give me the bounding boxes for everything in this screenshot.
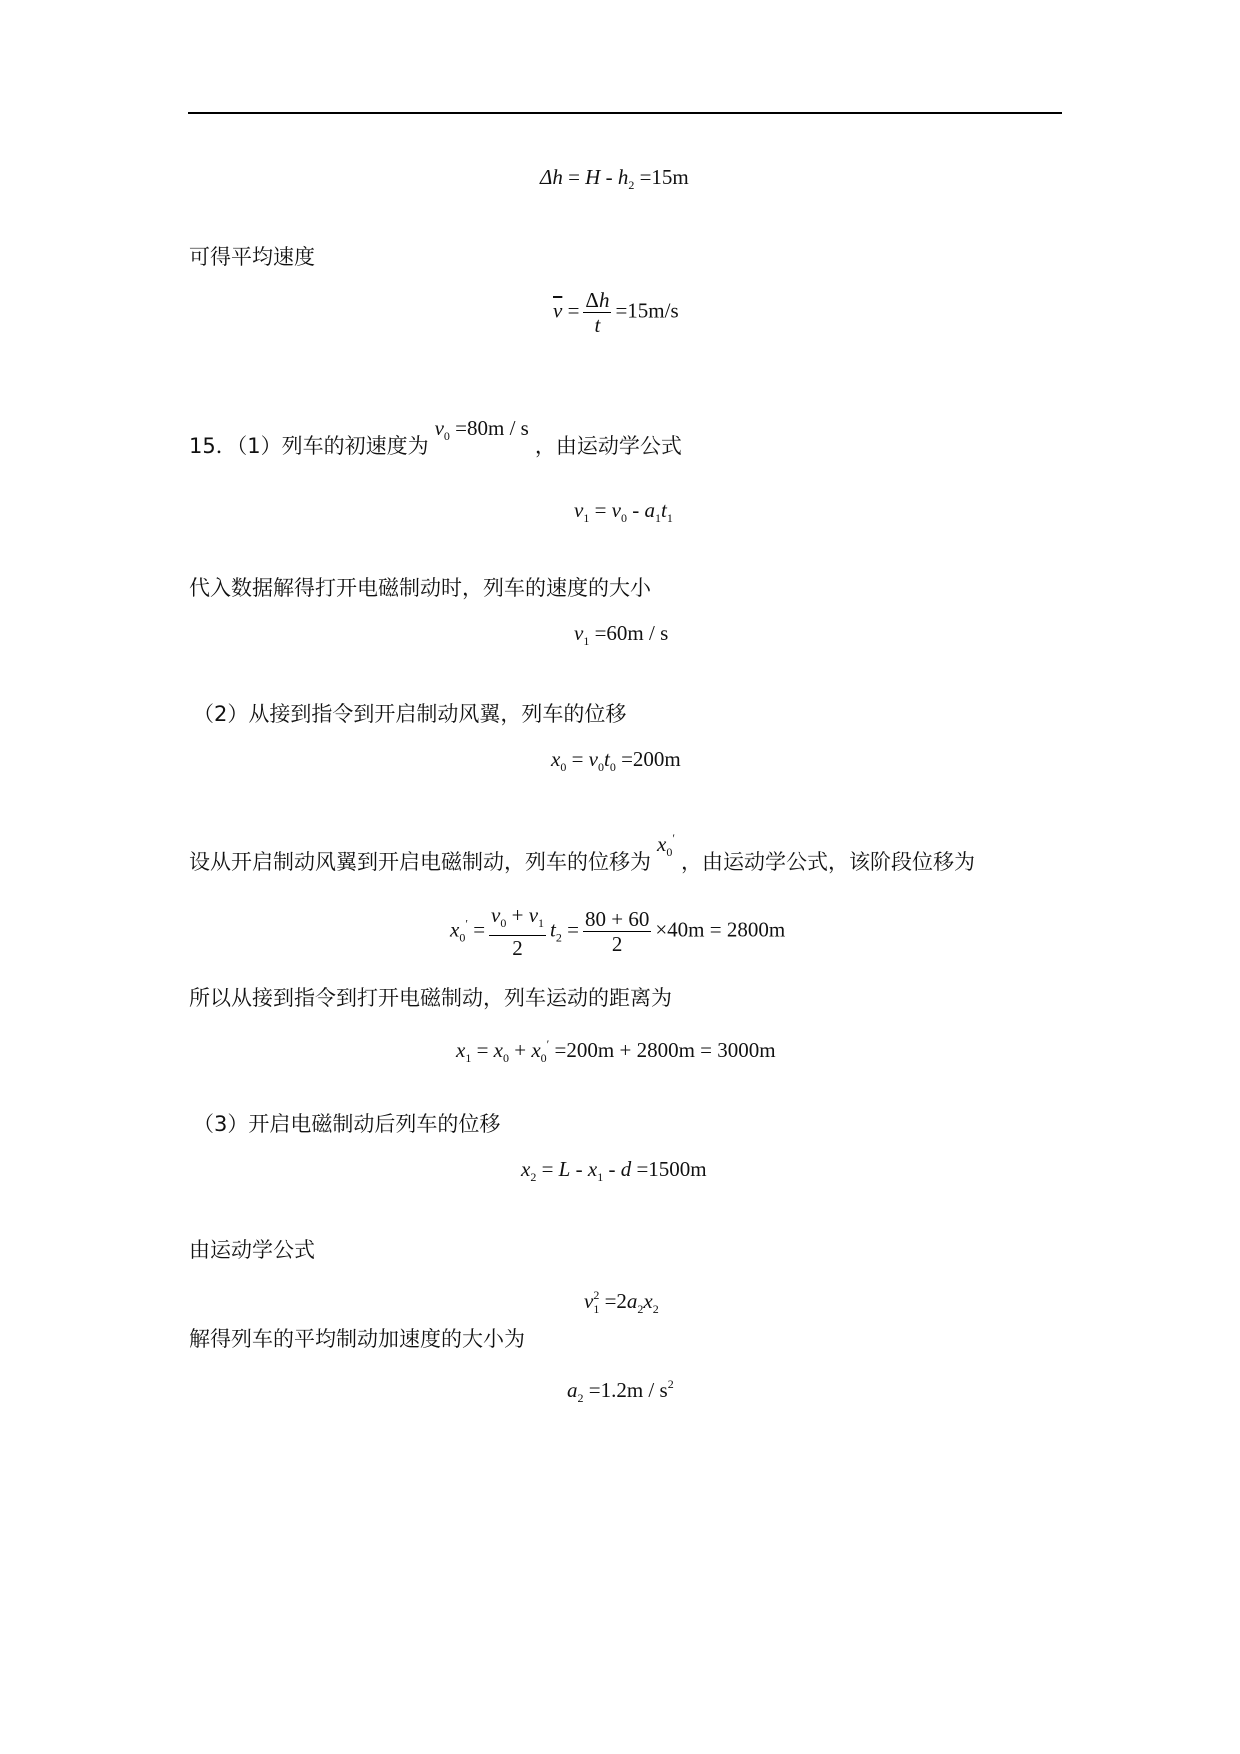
inline-x0-prime: $x_0'$	[657, 831, 675, 859]
equation-x0: $x_0 = v_0t_0 =200m$	[551, 747, 681, 774]
text-q15-part1: 15．（1）列车的初速度为$v_0 =80m / s$，由运动学公式	[189, 416, 682, 458]
equation-a2: $a_2 =1.2m / s^2$	[567, 1377, 674, 1405]
text-part2: （2）从接到指令到开启制动风翼，列车的位移	[193, 702, 627, 726]
text-kinematics: 由运动学公式	[189, 1238, 315, 1262]
equation-x1: $x_1 = x_0 + x_0' =200m + 2800m = 3000m$	[456, 1037, 776, 1065]
equation-delta-h: $\Delta h = H - h_2 =15m$	[540, 165, 689, 192]
equation-average-velocity: $\overline{v}$ = $\frac{\Delta h}{t}$ =15m/s	[553, 288, 679, 337]
text-part3: （3）开启电磁制动后列车的位移	[193, 1112, 501, 1136]
equation-x2: $x_2 = L - x_1 - d =1500m$	[521, 1157, 707, 1184]
text-result: 解得列车的平均制动加速度的大小为	[189, 1327, 525, 1351]
text-total-distance: 所以从接到指令到打开电磁制动，列车运动的距离为	[189, 986, 672, 1010]
text-substitute: 代入数据解得打开电磁制动时，列车的速度的大小	[189, 576, 651, 600]
header-rule	[188, 112, 1062, 114]
text-setup: 设从开启制动风翼到开启电磁制动，列车的位移为$x_0'$，由运动学公式，该阶段位移为	[189, 842, 975, 884]
text-average-speed: 可得平均速度	[189, 245, 315, 269]
equation-v1-squared: $v_1^2 =2a_2x_2$	[584, 1288, 659, 1316]
equation-v1-value: $v_1 =60m / s$	[574, 621, 669, 648]
equation-x0-prime: $x_0'$ = $\frac{v_0 + v_1}{2}$ $t_2$ = $\frac{80 + 60}{2}$ ×40m = 2800m	[450, 903, 786, 960]
equation-v1-formula: $v_1 = v_0 - a_1t_1$	[574, 498, 673, 525]
inline-v0-equation: $v_0 =80m / s$	[434, 416, 529, 443]
